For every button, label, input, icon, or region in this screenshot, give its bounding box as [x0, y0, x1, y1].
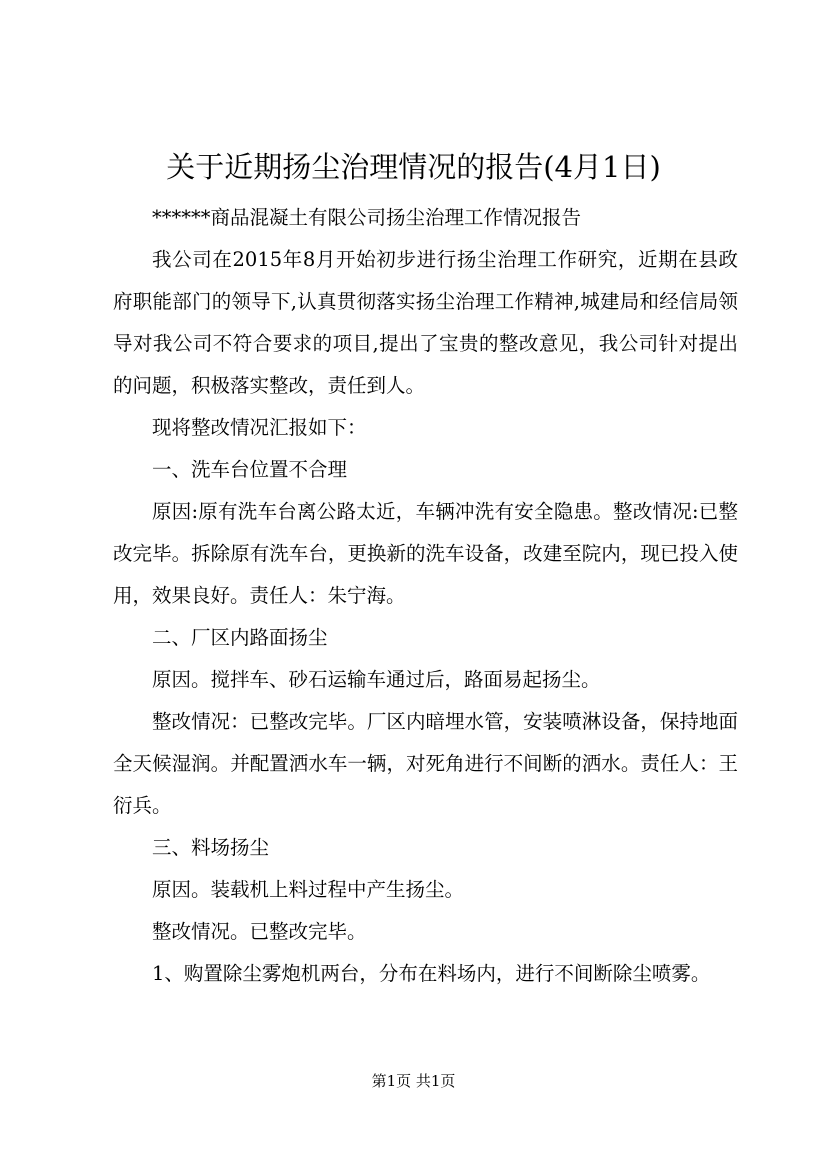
page-footer: 第1页 共1页: [371, 1072, 456, 1090]
summary-lead-paragraph: 现将整改情况汇报如下：: [152, 416, 367, 439]
intro-paragraph: 我公司在2015年8月开始初步进行扬尘治理工作研究，近期在县政府职能部门的领导下,认真贯彻落实扬尘治理工作精神,城建局和经信局领导对我公司不符合要求的项目,提出了宝贵的整改意见，我公司针对提出的问题，积极落实整改，责任到人。: [113, 248, 738, 397]
section-3-cause-paragraph: 原因。装载机上料过程中产生扬尘。: [152, 878, 465, 901]
section-2-cause-paragraph: 原因。搅拌车、砂石运输车通过后，路面易起扬尘。: [152, 668, 601, 691]
section-1-paragraph: 原因:原有洗车台离公路太近，车辆冲洗有安全隐患。整改情况:已整改完毕。拆除原有洗车台，更换新的洗车设备，改建至院内，现已投入使用，效果良好。责任人：朱宁海。: [113, 500, 738, 607]
section-3-item-1-paragraph: 1、购置除尘雾炮机两台，分布在料场内，进行不间断除尘喷雾。: [152, 962, 711, 985]
section-2-rectification-paragraph: 整改情况：已整改完毕。厂区内暗埋水管，安装喷淋设备，保持地面全天候湿润。并配置洒水车一辆，对死角进行不间断的洒水。责任人：王衍兵。: [113, 710, 738, 817]
section-heading-1: 一、洗车台位置不合理: [152, 458, 348, 481]
section-heading-3: 三、料场扬尘: [152, 836, 270, 859]
subtitle-paragraph: ******商品混凝土有限公司扬尘治理工作情况报告: [152, 206, 582, 229]
section-heading-2: 二、厂区内路面扬尘: [152, 626, 328, 649]
document-title: 关于近期扬尘治理情况的报告(4月1日): [166, 150, 661, 184]
document-body: [113, 197, 738, 995]
section-3-rectification-paragraph: 整改情况。已整改完毕。: [152, 920, 367, 943]
